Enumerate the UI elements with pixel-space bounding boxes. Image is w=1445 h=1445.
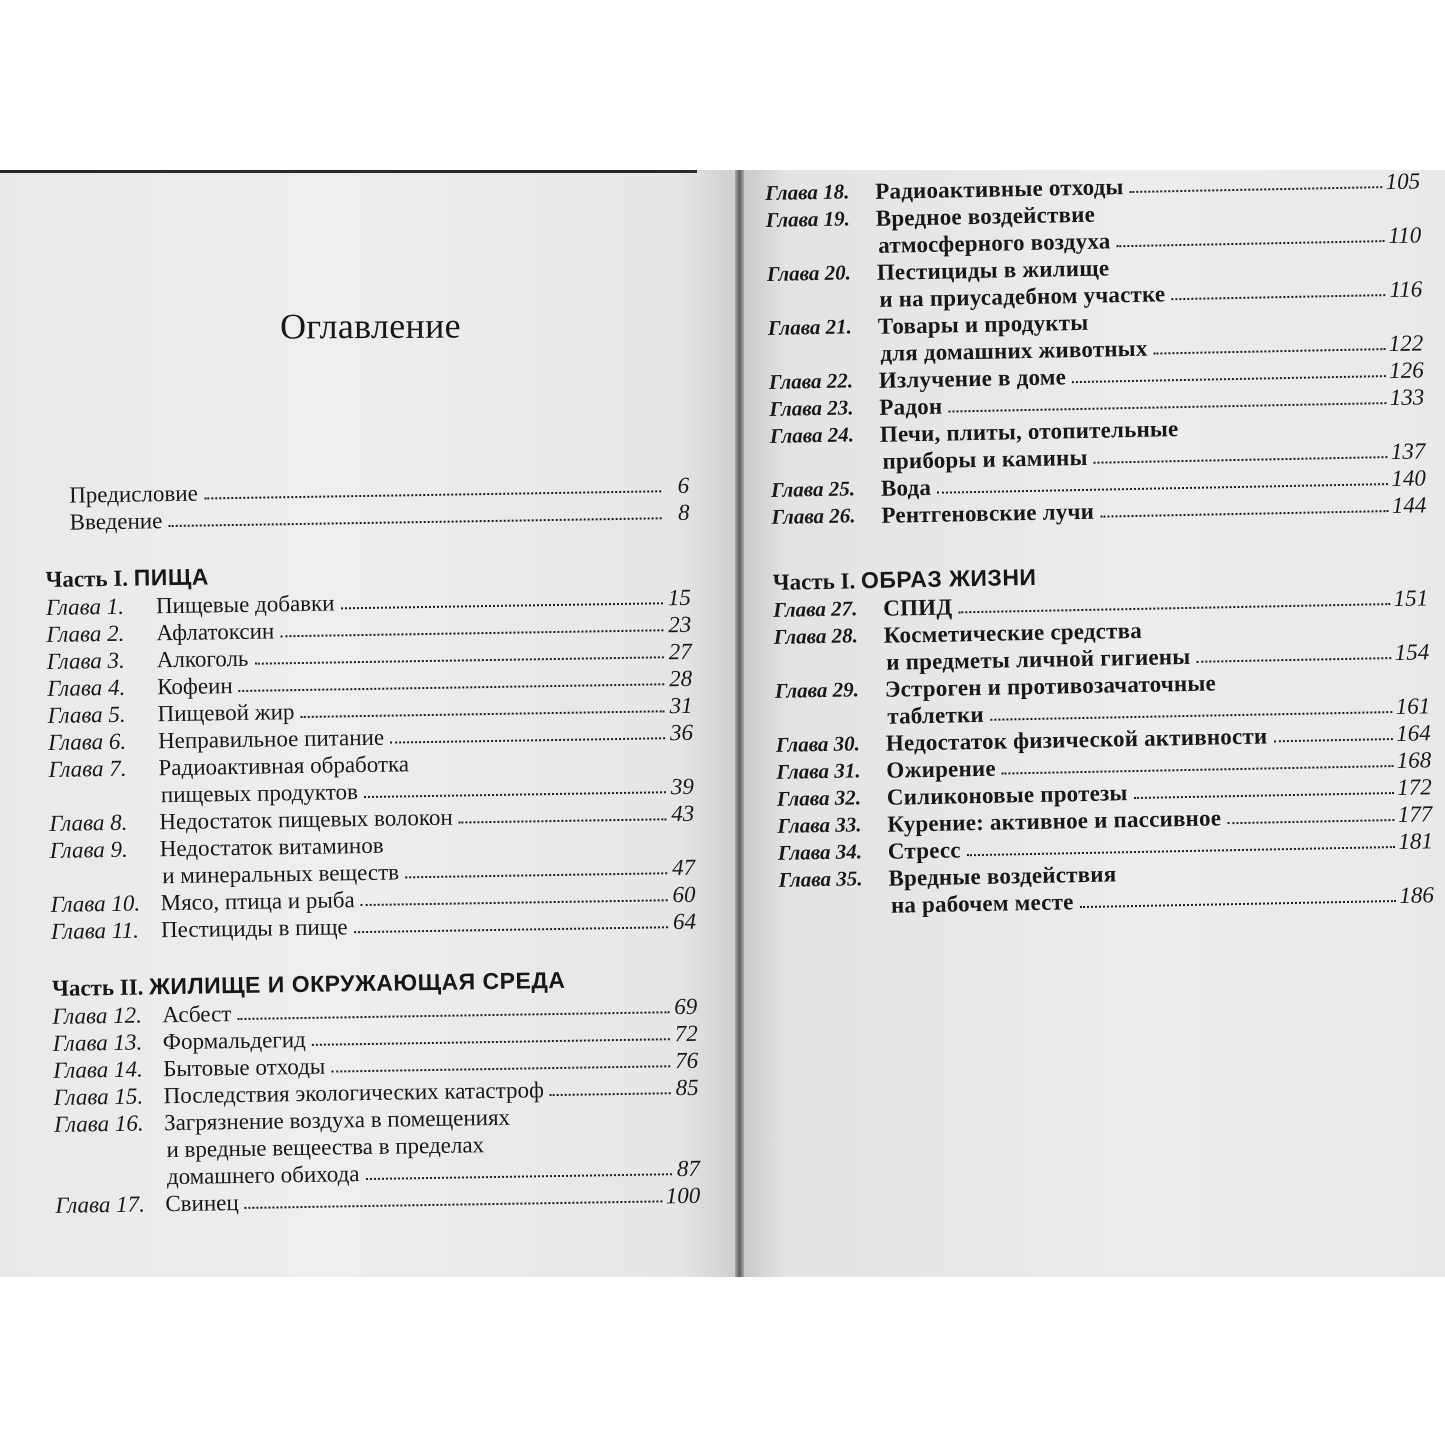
dot-leader bbox=[331, 1065, 670, 1072]
chapter-number: Глава 24. bbox=[769, 422, 855, 448]
toc-right-part bbox=[772, 554, 1434, 921]
chapter-number: Глава 33. bbox=[777, 812, 862, 838]
toc-preamble bbox=[44, 472, 690, 536]
chapter-title: Кофеин bbox=[157, 673, 233, 700]
page-number: 6 bbox=[677, 472, 690, 499]
chapter-number: Глава 7. bbox=[48, 755, 127, 782]
dot-leader bbox=[341, 602, 663, 609]
entry-title: Предисловие bbox=[69, 480, 198, 508]
page-number: 186 bbox=[1399, 882, 1435, 908]
chapter-title: Загрязнение воздуха в помещениях bbox=[163, 1104, 511, 1136]
chapter-title: Пестициды в пище bbox=[160, 914, 348, 943]
dot-leader bbox=[958, 603, 1389, 613]
chapter-number: Глава 19. bbox=[765, 206, 851, 232]
page-number: 110 bbox=[1388, 222, 1422, 249]
chapter-number: Глава 23. bbox=[769, 395, 854, 421]
page-number: 8 bbox=[677, 499, 690, 526]
chapter-title: Излучение в доме bbox=[878, 364, 1067, 393]
chapter-title: атмосферного воздуха bbox=[878, 228, 1111, 258]
chapter-title: и вредные вещеества в пределах bbox=[166, 1132, 485, 1163]
dot-leader bbox=[245, 1200, 662, 1209]
page-number: 144 bbox=[1391, 492, 1427, 519]
chapter-number: Глава 10. bbox=[50, 890, 141, 917]
chapter-title: Печи, плиты, отопительные bbox=[879, 416, 1179, 447]
dot-leader bbox=[1130, 186, 1382, 193]
chapter-title: Ожирение bbox=[886, 755, 996, 783]
chapter-title: домашнего обихода bbox=[166, 1161, 360, 1190]
toc-left-column bbox=[44, 472, 700, 1219]
chapter-title: Косметические средства bbox=[883, 617, 1143, 648]
page-number: 72 bbox=[674, 1020, 698, 1047]
page-number: 76 bbox=[674, 1047, 699, 1074]
chapter-title: Пищевые добавки bbox=[155, 590, 335, 619]
dot-leader bbox=[280, 629, 663, 637]
dot-leader bbox=[1080, 900, 1396, 908]
page-number: 140 bbox=[1391, 465, 1427, 492]
chapter-title: Бытовые отходы bbox=[163, 1053, 326, 1082]
chapter-title: Радон bbox=[879, 393, 943, 420]
toc-chapter-entry bbox=[54, 1101, 700, 1192]
part-title: ПИЩА bbox=[133, 563, 210, 591]
chapter-title: Афлатоксин bbox=[156, 618, 275, 646]
page-number: 23 bbox=[668, 611, 692, 638]
dot-leader bbox=[1134, 792, 1394, 799]
dot-leader bbox=[550, 1092, 671, 1096]
dot-leader bbox=[948, 402, 1386, 412]
page-number: 100 bbox=[665, 1182, 701, 1209]
chapter-title: Пестициды в жилище bbox=[876, 255, 1110, 285]
page-number: 172 bbox=[1397, 774, 1433, 800]
page-number: 47 bbox=[671, 854, 696, 881]
dot-leader bbox=[301, 710, 665, 718]
chapter-title: Товары и продукты bbox=[877, 309, 1089, 339]
chapter-number: Глава 11. bbox=[50, 917, 140, 944]
page-number: 137 bbox=[1390, 438, 1426, 465]
book-gutter bbox=[735, 170, 744, 1277]
part-title: ЖИЛИЩЕ И ОКРУЖАЮЩАЯ СРЕДА bbox=[148, 966, 566, 1000]
dot-leader bbox=[168, 517, 661, 527]
chapter-title: Недостаток пищевых волокон bbox=[159, 804, 453, 835]
dot-leader bbox=[237, 1011, 669, 1020]
chapter-title: и на приусадебном участке bbox=[879, 281, 1166, 312]
chapter-title: Радиоактивные отходы bbox=[874, 174, 1124, 204]
page-number: 116 bbox=[1389, 276, 1423, 303]
chapter-number: Глава 18. bbox=[765, 179, 850, 205]
chapter-title: Силиконовые протезы bbox=[886, 780, 1128, 810]
part-number: Часть I. bbox=[45, 565, 134, 592]
chapter-title: Неправильное питание bbox=[157, 724, 385, 754]
chapter-number: Глава 9. bbox=[49, 836, 128, 863]
page-number: 39 bbox=[670, 773, 695, 800]
page-number: 133 bbox=[1389, 384, 1425, 411]
page-number: 43 bbox=[671, 800, 695, 827]
chapter-title: Стресс bbox=[887, 837, 961, 864]
chapter-number: Глава 35. bbox=[778, 866, 863, 892]
page-number: 105 bbox=[1385, 168, 1421, 195]
dot-leader bbox=[364, 791, 666, 798]
chapter-title: Вредные воздействия bbox=[888, 861, 1117, 891]
dot-leader bbox=[1154, 348, 1385, 354]
chapter-number: Глава 21. bbox=[767, 314, 853, 340]
entry-title: Введение bbox=[69, 508, 163, 535]
page-number: 15 bbox=[667, 584, 692, 611]
dot-leader bbox=[1227, 819, 1394, 824]
page-number: 164 bbox=[1396, 720, 1431, 746]
dot-leader bbox=[1002, 765, 1393, 775]
toc-chapter-entry bbox=[48, 746, 694, 810]
page-number: 60 bbox=[672, 881, 696, 908]
chapter-number: Глава 32. bbox=[776, 785, 862, 811]
dot-leader bbox=[1196, 657, 1390, 663]
dot-leader bbox=[1072, 375, 1385, 383]
chapter-number: Глава 22. bbox=[768, 368, 854, 394]
chapter-title: СПИД bbox=[883, 594, 953, 621]
page-number: 161 bbox=[1395, 693, 1431, 719]
chapter-number: Глава 28. bbox=[773, 623, 859, 649]
dot-leader bbox=[405, 872, 667, 878]
chapter-number: Глава 16. bbox=[53, 1110, 144, 1137]
chapter-title: таблетки bbox=[887, 701, 985, 729]
page-number: 126 bbox=[1389, 357, 1425, 384]
chapter-title: Последствия экологических катастроф bbox=[163, 1077, 545, 1109]
toc-right-chapters bbox=[765, 167, 1427, 531]
chapter-title: Формальдегид bbox=[162, 1026, 306, 1055]
chapter-title: Вода bbox=[880, 474, 932, 501]
chapter-number: Глава 26. bbox=[771, 503, 856, 529]
chapter-number: Глава 12. bbox=[52, 1002, 143, 1029]
toc-right-column bbox=[765, 167, 1434, 920]
chapter-number: Глава 5. bbox=[47, 701, 126, 728]
chapter-title: Радиоактивная обработка bbox=[158, 751, 410, 781]
chapter-title: Алкоголь bbox=[156, 645, 249, 673]
chapter-title: Рентгеновские лучи bbox=[881, 498, 1095, 528]
dot-leader bbox=[312, 1038, 670, 1046]
chapter-title: Курение: активное и пассивное bbox=[887, 805, 1222, 837]
chapter-title: для домашних животных bbox=[880, 335, 1148, 366]
chapter-number: Глава 30. bbox=[775, 731, 861, 757]
chapter-number: Глава 34. bbox=[777, 839, 863, 865]
page-number: 154 bbox=[1394, 639, 1430, 665]
page-number: 177 bbox=[1397, 801, 1433, 827]
dot-leader bbox=[366, 1173, 672, 1180]
page-number: 151 bbox=[1393, 585, 1429, 612]
page-number: 69 bbox=[674, 993, 698, 1020]
dot-leader bbox=[1117, 240, 1385, 247]
dot-leader bbox=[254, 656, 663, 664]
page-number: 85 bbox=[675, 1074, 699, 1101]
chapter-number: Глава 8. bbox=[49, 809, 128, 836]
chapter-title: приборы и камины bbox=[882, 444, 1088, 474]
dot-leader bbox=[361, 899, 668, 906]
page-number: 122 bbox=[1388, 330, 1424, 357]
dot-leader bbox=[239, 683, 665, 692]
dot-leader bbox=[1171, 294, 1385, 300]
chapter-number: Глава 1. bbox=[45, 593, 125, 620]
chapter-title: Вредное воздействие bbox=[875, 201, 1096, 231]
dot-leader bbox=[459, 818, 667, 823]
dot-leader bbox=[390, 737, 665, 743]
chapter-number: Глава 6. bbox=[47, 728, 127, 755]
chapter-title: Эстроген и противозачаточные bbox=[884, 670, 1217, 702]
chapter-number: Глава 2. bbox=[46, 620, 125, 647]
header-rule bbox=[0, 170, 697, 173]
page-title: Оглавление bbox=[279, 305, 461, 347]
page-number: 28 bbox=[668, 665, 693, 692]
chapter-number: Глава 20. bbox=[766, 260, 852, 286]
chapter-number: Глава 4. bbox=[47, 674, 126, 701]
dot-leader bbox=[204, 490, 661, 499]
page-number: 31 bbox=[669, 692, 693, 719]
page-number: 36 bbox=[669, 719, 694, 746]
dot-leader bbox=[990, 711, 1392, 721]
chapter-number: Глава 3. bbox=[46, 647, 126, 674]
dot-leader bbox=[1273, 738, 1392, 742]
chapter-number: Глава 25. bbox=[770, 476, 856, 502]
chapter-title: пищевых продуктов bbox=[160, 779, 359, 808]
page-number: 181 bbox=[1398, 828, 1434, 854]
chapter-number: Глава 27. bbox=[773, 596, 858, 622]
chapter-number: Глава 31. bbox=[776, 758, 861, 784]
chapter-title: Недостаток физической активности bbox=[885, 723, 1268, 756]
chapter-title: и минеральных веществ bbox=[162, 859, 400, 889]
chapter-title: Асбест bbox=[162, 1001, 232, 1028]
dot-leader bbox=[937, 483, 1387, 494]
part-number: Часть II. bbox=[51, 974, 150, 1001]
dot-leader bbox=[354, 926, 668, 933]
chapter-title: на рабочем месте bbox=[890, 889, 1074, 918]
page-number: 27 bbox=[668, 638, 692, 665]
chapter-number: Глава 29. bbox=[774, 677, 860, 703]
chapter-title: Мясо, птица и рыба bbox=[160, 887, 355, 916]
chapter-title: Пищевой жир bbox=[157, 699, 295, 727]
page-number: 87 bbox=[676, 1155, 701, 1182]
page-number: 64 bbox=[672, 908, 697, 935]
chapter-title: Свинец bbox=[165, 1190, 239, 1217]
page-number: 168 bbox=[1396, 747, 1432, 773]
chapter-number: Глава 17. bbox=[55, 1191, 146, 1218]
chapter-number: Глава 15. bbox=[53, 1083, 144, 1110]
chapter-number: Глава 13. bbox=[52, 1029, 143, 1056]
dot-leader bbox=[1100, 510, 1388, 518]
toc-left-parts bbox=[45, 526, 701, 1219]
dot-leader bbox=[967, 846, 1395, 856]
part-number: Часть I. bbox=[772, 568, 862, 595]
chapter-title: и предметы личной гигиены bbox=[886, 643, 1191, 675]
chapter-title: Недостаток витаминов bbox=[159, 832, 384, 862]
chapter-number: Глава 14. bbox=[53, 1056, 143, 1083]
part-title: ОБРАЗ ЖИЗНИ bbox=[860, 563, 1037, 594]
dot-leader bbox=[1094, 456, 1387, 464]
